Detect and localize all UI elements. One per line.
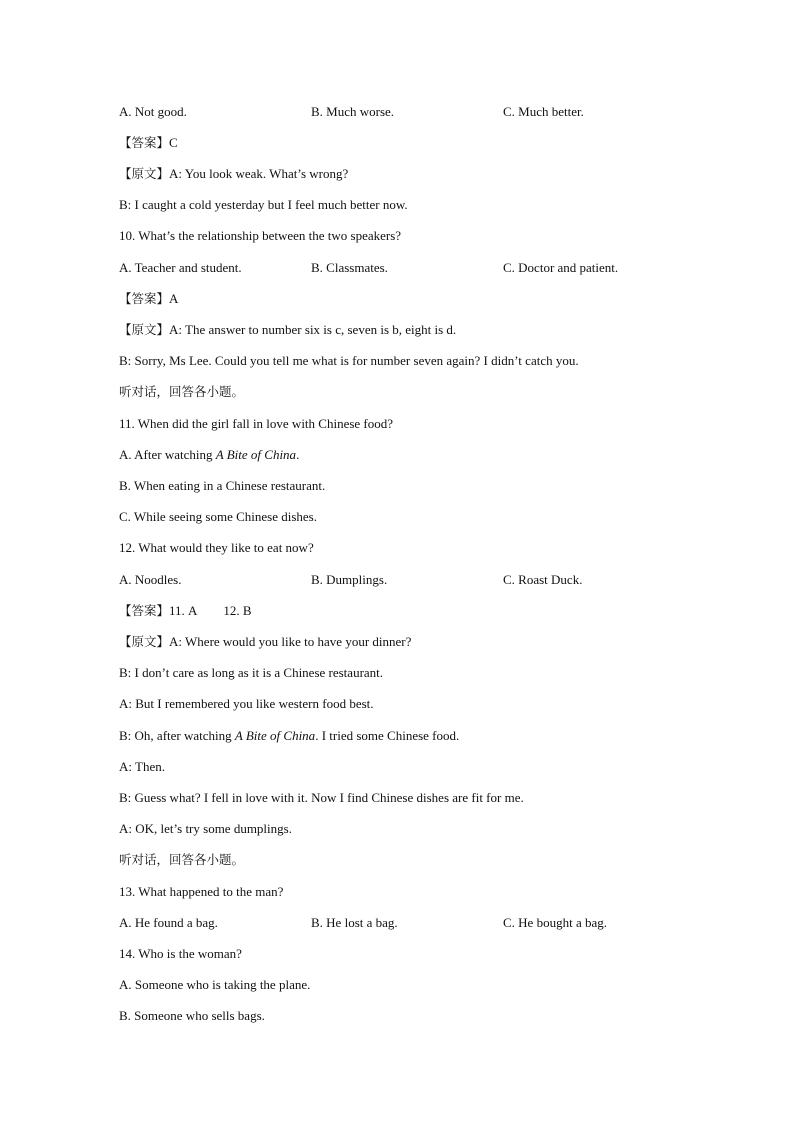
q10-question: 10. What’s the relationship between the two speakers? [119,228,402,243]
q11-option-a [119,447,299,463]
q11-12-transcript-line-2: B: I don’t care as long as it is a Chinese restaurant. [119,665,384,680]
q11-option-a-prefix: A. After watching [119,447,216,462]
transcript-text: A: You look weak. What’s wrong? [169,166,349,181]
q10-option-a: A. Teacher and student. [119,260,242,275]
q10-option-b: B. Classmates. [311,260,388,275]
q11-12-transcript-line-3: A: But I remembered you like western food best. [119,696,374,711]
q11-12-answer [119,603,252,619]
q14-question: 14. Who is the woman? [119,946,242,961]
answer-label: 【答案】 [119,603,170,618]
q11-12-transcript-line-6: B: Guess what? I fell in love with it. Now I find Chinese dishes are fit for me. [119,790,524,805]
q9-option-b: B. Much worse. [311,104,395,119]
q10-transcript-line-1 [119,322,456,338]
q9-options [119,104,584,120]
answer-value: C [169,135,178,150]
q13-option-c: C. He bought a bag. [503,915,607,930]
q11-option-a-suffix: . [296,447,300,462]
q12-option-a: A. Noodles. [119,572,182,587]
q10-options [119,260,618,276]
answer-label: 【答案】 [119,291,170,306]
q11-12-transcript-line-5: A: Then. [119,759,165,774]
q13-option-a: A. He found a bag. [119,915,218,930]
q9-option-c: C. Much better. [503,104,584,119]
q13-question: 13. What happened to the man? [119,884,284,899]
transcript-label: 【原文】 [119,166,170,181]
answer-12: 12. B [223,603,252,618]
q9-answer [119,135,178,151]
book-title: A Bite of China [234,728,316,743]
answer-11: 11. A [169,603,198,618]
q12-options [119,572,582,588]
transcript-text: A: The answer to number six is c, seven is b, eight is d. [169,322,457,337]
q14-option-a: A. Someone who is taking the plane. [119,977,311,992]
transcript-label: 【原文】 [119,634,170,649]
section-instruction: 听对话，回答各小题。 [119,852,245,867]
q11-question: 11. When did the girl fall in love with Chinese food? [119,416,394,431]
q10-transcript-line-2: B: Sorry, Ms Lee. Could you tell me what is for number seven again? I didn’t catch you. [119,353,579,368]
q11-12-transcript-line-4 [119,728,459,744]
q11-12-transcript-line-1 [119,634,411,650]
q10-answer [119,291,178,307]
section-instruction: 听对话，回答各小题。 [119,384,245,399]
q9-transcript-line-2: B: I caught a cold yesterday but I feel much better now. [119,197,408,212]
answer-label: 【答案】 [119,135,170,150]
transcript-label: 【原文】 [119,322,170,337]
q12-option-b: B. Dumplings. [311,572,388,587]
transcript-prefix: B: Oh, after watching [119,728,235,743]
answer-value: A [169,291,179,306]
transcript-text: A: Where would you like to have your dinner? [169,634,412,649]
q12-question: 12. What would they like to eat now? [119,540,314,555]
q10-option-c: C. Doctor and patient. [503,260,619,275]
q13-options [119,915,607,931]
q11-option-b: B. When eating in a Chinese restaurant. [119,478,326,493]
transcript-suffix: . I tried some Chinese food. [315,728,460,743]
q9-transcript-line-1 [119,166,348,182]
q14-option-b: B. Someone who sells bags. [119,1008,265,1023]
q9-option-a: A. Not good. [119,104,187,119]
q13-option-b: B. He lost a bag. [311,915,398,930]
book-title: A Bite of China [215,447,297,462]
q11-option-c: C. While seeing some Chinese dishes. [119,509,317,524]
q12-option-c: C. Roast Duck. [503,572,583,587]
q11-12-transcript-line-7: A: OK, let’s try some dumplings. [119,821,292,836]
